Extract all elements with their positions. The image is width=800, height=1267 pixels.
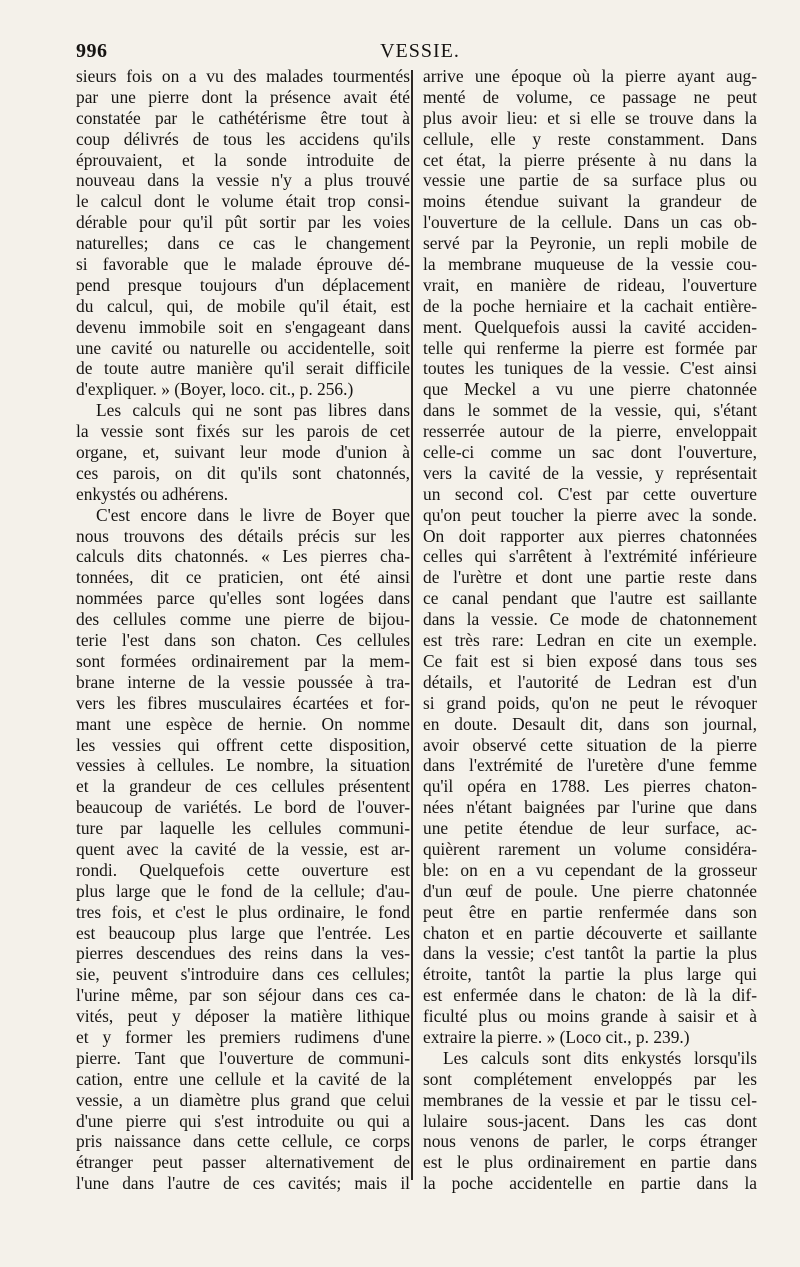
text-line: dans le sommet de la vessie, qui, s'étant (423, 400, 757, 421)
text-line: calculs dits chatonnés. « Les pierres cha- (76, 546, 410, 567)
text-line: vrait, en manière de rideau, l'ouverture (423, 274, 757, 295)
text-line: ces parois, on dit qu'ils sont chatonnés, (76, 462, 410, 483)
left-text-column (76, 66, 410, 1194)
text-line: cet état, la pierre présente à nu dans la (423, 149, 757, 170)
text-line: vers les fibres musculaires écartées et for- (76, 692, 410, 713)
text-line: pierre. Tant que l'ouverture de communi- (76, 1047, 410, 1068)
text-line: quent avec la cavité de la vessie, est ar- (76, 838, 410, 859)
text-line: On doit rapporter aux pierres chatonnées (423, 525, 757, 546)
text-line: C'est encore dans le livre de Boyer que (96, 504, 410, 525)
text-line: vessies à cellules. Le nombre, la situation (76, 755, 410, 776)
text-line: la vessie sont fixés sur les parois de cet (76, 421, 410, 442)
text-line: le calcul dont le volume était trop consi- (76, 191, 410, 212)
text-line: extraire la pierre. » (Loco cit., p. 239.) (423, 1026, 690, 1047)
text-line: nées n'étant baignées par l'urine que dans (423, 797, 757, 818)
text-line: l'urine même, par son séjour dans ces ca- (76, 985, 410, 1006)
text-line: nous trouvons des détails précis sur les (76, 525, 410, 546)
text-line: que Meckel a vu une pierre chatonnée (423, 379, 757, 400)
text-line: en doute. Desault dit, dans son journal, (423, 713, 757, 734)
text-line: constatée par le cathétérisme être tout à (76, 107, 410, 128)
text-line: si favorable que le malade éprouve dé- (76, 254, 410, 275)
text-line: peut être en partie renfermée dans son (423, 901, 757, 922)
text-line: tres fois, et c'est le plus ordinaire, le fond (76, 901, 410, 922)
text-line: vessie une partie de sa surface plus ou (423, 170, 757, 191)
text-line: brane interne de la vessie poussée à tra- (76, 671, 410, 692)
text-line: menté de volume, ce passage ne peut (423, 86, 757, 107)
text-line: éprouvaient, et la sonde introduite de (76, 149, 410, 170)
text-line: organe, et, suivant leur mode d'union à (76, 442, 410, 463)
text-line: et y former les premiers rudimens d'une (76, 1026, 410, 1047)
text-line: Ce fait est si bien exposé dans tous ses (423, 650, 757, 671)
text-line: sont complétement enveloppés par les (423, 1068, 757, 1089)
column-divider (411, 70, 413, 1180)
text-line: lulaire sous-jacent. Dans les cas dont (423, 1110, 757, 1131)
text-line: vités, peut y déposer la matière lithique (76, 1006, 410, 1027)
text-line: servé par la Peyronie, un repli mobile de (423, 233, 757, 254)
text-line: vers la cavité de la vessie, y représentait (423, 462, 757, 483)
text-line: coup délivrés de tous les accidens qu'ils (76, 128, 410, 149)
text-line: plus avoir lieu: et si elle se trouve dans la (423, 107, 757, 128)
text-line: moins étendue suivant la grandeur de (423, 191, 757, 212)
text-line: ble: on en a vu cependant de la grosseur (423, 859, 757, 880)
text-line: si grand poids, qu'on ne peut le révoquer (423, 692, 757, 713)
text-line: sie, peuvent s'introduire dans ces cellules; (76, 964, 410, 985)
text-line: chaton et en partie découverte et saillante (423, 922, 757, 943)
right-text-column (423, 66, 757, 1194)
text-line: ment. Quelquefois aussi la cavité acciden- (423, 316, 757, 337)
text-line: cation, entre une cellule et la cavité de la (76, 1068, 410, 1089)
text-line: toutes les tuniques de la vessie. C'est ainsi (423, 358, 757, 379)
text-line: une cavité ou naturelle ou accidentelle, soit (76, 337, 410, 358)
text-line: sont formées ordinairement par la mem- (76, 650, 410, 671)
text-line: naturelles; dans ce cas le changement (76, 233, 410, 254)
page-header (76, 40, 764, 66)
text-line: nommées parce qu'elles sont logées dans (76, 588, 410, 609)
text-line: dérable pour qu'il pût sortir par les voies (76, 212, 410, 233)
text-line: un second col. C'est par cette ouverture (423, 483, 757, 504)
text-line: l'ouverture de la cellule. Dans un cas ob- (423, 212, 757, 233)
text-line: avoir observé cette situation de la pierre (423, 734, 757, 755)
text-line: du calcul, qui, de mobile qu'il était, est (76, 295, 410, 316)
text-line: membranes de la vessie et par le tissu cel- (423, 1089, 757, 1110)
text-line: vessie, a un diamètre plus grand que celui (76, 1089, 410, 1110)
text-line: nous venons de parler, le corps étranger (423, 1131, 757, 1152)
text-line: la poche accidentelle en partie dans la (423, 1173, 757, 1194)
text-line: pierres descendues des reins dans la ves- (76, 943, 410, 964)
text-line: enkystés ou adhérens. (76, 483, 229, 504)
text-line: dans l'extrémité de l'uretère d'une femme (423, 755, 757, 776)
text-line: est le plus ordinairement en partie dans (423, 1152, 757, 1173)
text-line: et la grandeur de ces cellules présentent (76, 776, 410, 797)
text-line: dans la vessie; c'est tantôt la partie la plus (423, 943, 757, 964)
text-line: qu'il opéra en 1788. Les pierres chaton- (423, 776, 757, 797)
text-line: étranger peut passer alternativement de (76, 1152, 410, 1173)
text-line: plus large que le fond de la cellule; d'au- (76, 880, 410, 901)
text-line: nouveau dans la vessie n'y a plus trouvé (76, 170, 410, 191)
text-line: de la poche herniaire et la cachait entière- (423, 295, 757, 316)
text-line: sieurs fois on a vu des malades tourmentés (76, 66, 410, 86)
text-line: de l'urètre et dont une partie reste dans (423, 567, 757, 588)
text-line: tonnées, dit ce praticien, ont été ainsi (76, 567, 410, 588)
text-line: pend presque toujours d'un déplacement (76, 274, 410, 295)
text-line: est enfermée dans le chaton: de là la dif- (423, 985, 757, 1006)
text-line: des cellules comme une pierre de bijou- (76, 609, 410, 630)
text-line: pris naissance dans cette cellule, ce corps (76, 1131, 410, 1152)
text-line: Les calculs sont dits enkystés lorsqu'ils (443, 1047, 757, 1068)
text-line: l'une dans l'autre de ces cavités; mais il (76, 1173, 410, 1194)
text-line: celles qui s'arrêtent à l'extrémité inférieure (423, 546, 757, 567)
text-line: d'expliquer. » (Boyer, loco. cit., p. 256.) (76, 379, 354, 400)
text-line: une petite étendue de leur surface, ac- (423, 818, 757, 839)
text-line: les vessies qui offrent cette disposition, (76, 734, 410, 755)
text-line: qu'on peut toucher la pierre avec la sonde. (423, 504, 757, 525)
text-line: mant une espèce de hernie. On nomme (76, 713, 410, 734)
text-line: quièrent rarement un volume considéra- (423, 838, 757, 859)
text-line: ce canal pendant que l'autre est saillante (423, 588, 757, 609)
text-line: dans la vessie. Ce mode de chatonnement (423, 609, 757, 630)
text-line: terie l'est dans son chaton. Ces cellules (76, 630, 410, 651)
text-line: Les calculs qui ne sont pas libres dans (96, 400, 410, 421)
text-line: celle-ci comme un sac dont l'ouverture, (423, 442, 757, 463)
text-line: ficulté plus ou moins grande à saisir et à (423, 1006, 757, 1027)
running-title: VESSIE. (380, 40, 460, 62)
text-line: resserrée autour de la pierre, enveloppait (423, 421, 757, 442)
text-line: devenu immobile soit en s'engageant dans (76, 316, 410, 337)
text-line: par une pierre dont la présence avait été (76, 86, 410, 107)
text-line: cellule, elle y reste constamment. Dans (423, 128, 757, 149)
text-line: la membrane muqueuse de la vessie cou- (423, 254, 757, 275)
text-line: arrive une époque où la pierre ayant aug- (423, 66, 757, 86)
text-line: d'un œuf de poule. Une pierre chatonnée (423, 880, 757, 901)
text-line: est très rare: Ledran en cite un exemple. (423, 630, 757, 651)
text-line: rondi. Quelquefois cette ouverture est (76, 859, 410, 880)
text-line: telle qui renferme la pierre est formée par (423, 337, 757, 358)
text-line: d'une pierre qui s'est introduite ou qui a (76, 1110, 410, 1131)
text-line: détails, et l'autorité de Ledran est d'un (423, 671, 757, 692)
page-number: 996 (76, 40, 108, 62)
text-line: est beaucoup plus large que l'entrée. Les (76, 922, 410, 943)
text-line: de toute autre manière qu'il serait difficile (76, 358, 410, 379)
text-line: ture par laquelle les cellules communi- (76, 818, 410, 839)
text-line: étroite, tantôt la partie la plus large qui (423, 964, 757, 985)
text-line: beaucoup de variétés. Le bord de l'ouver- (76, 797, 410, 818)
